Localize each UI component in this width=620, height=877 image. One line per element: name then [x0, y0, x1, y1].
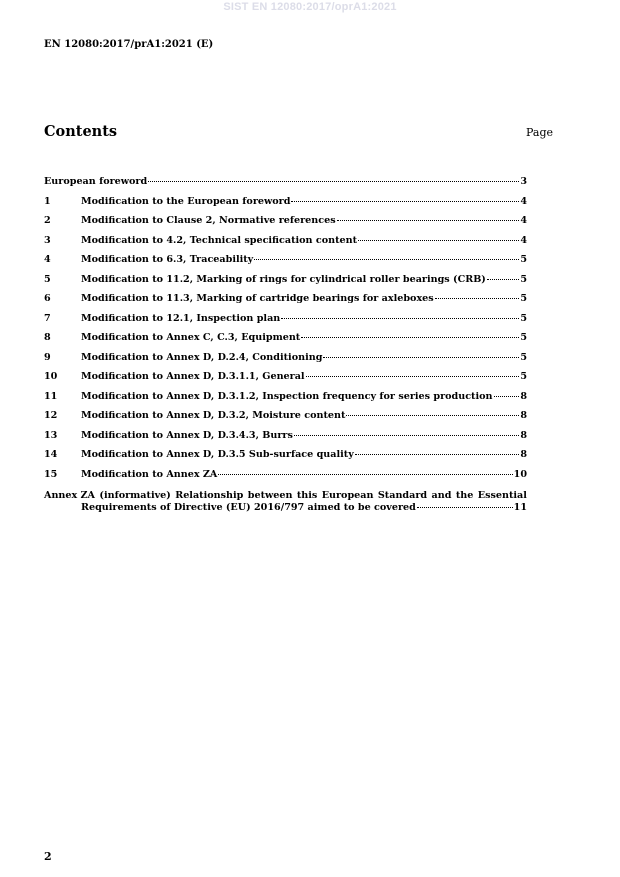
toc-entry[interactable] — [44, 391, 527, 411]
toc-entry-number: 11 — [44, 390, 58, 402]
toc-entry-title: Modification to Annex D, D.3.4.3, Burrs — [81, 429, 293, 441]
annex-entry-line-1 — [44, 490, 527, 502]
toc-entry-page: 5 — [520, 351, 527, 363]
dot-leader — [148, 180, 519, 182]
toc-entry-page: 4 — [520, 195, 527, 207]
toc-entry-number: 12 — [44, 410, 58, 421]
toc-entry[interactable] — [44, 313, 527, 333]
annex-entry-page: 11 — [513, 502, 527, 513]
watermark: SIST EN 12080:2017/oprA1:2021 — [223, 1, 397, 13]
toc-entry-page: 8 — [520, 429, 527, 441]
toc-entry-page: 5 — [520, 273, 527, 285]
toc-entry[interactable] — [44, 235, 527, 255]
toc-entry[interactable] — [44, 430, 527, 450]
toc-entry-number: 5 — [44, 273, 51, 285]
toc-entry-number: 2 — [44, 215, 51, 226]
toc-annex-entry[interactable] — [44, 490, 527, 514]
toc-entry-title: European foreword — [44, 176, 148, 187]
toc-entry[interactable] — [44, 274, 527, 294]
toc-entry-page: 10 — [513, 468, 527, 480]
dot-leader — [301, 336, 519, 338]
toc-entry-number: 4 — [44, 254, 51, 265]
toc-entry-number: 13 — [44, 429, 58, 441]
toc-entry[interactable] — [44, 254, 527, 274]
toc-entry-page: 8 — [520, 390, 527, 402]
annex-entry-word: and — [431, 490, 452, 501]
page-column-label: Page — [526, 126, 554, 139]
toc-entry-page: 5 — [520, 293, 527, 304]
annex-entry-word: Standard — [377, 490, 428, 501]
toc-entry[interactable] — [44, 215, 527, 235]
toc-entry-page: 3 — [520, 176, 527, 187]
toc-entry-title: Modification to Annex D, D.3.5 Sub-surface quality — [81, 449, 354, 460]
toc-entry-title: Modification to Annex D, D.3.2, Moisture content — [81, 410, 346, 421]
toc-entry-page: 5 — [520, 332, 527, 343]
annex-entry-word: the — [455, 490, 474, 501]
toc-entry[interactable] — [44, 293, 527, 313]
toc-entry-number: 14 — [44, 449, 58, 460]
document-id: EN 12080:2017/prA1:2021 (E) — [44, 39, 214, 50]
annex-entry-word: Relationship — [175, 490, 244, 501]
toc-entry[interactable] — [44, 410, 527, 430]
toc-entry[interactable] — [44, 176, 527, 196]
annex-entry-title-continued: Requirements of Directive (EU) 2016/797 aimed to be covered — [81, 502, 416, 513]
dot-leader — [291, 200, 519, 202]
dot-leader — [494, 395, 520, 397]
toc-entry[interactable] — [44, 469, 527, 489]
toc-entry[interactable] — [44, 449, 527, 469]
dot-leader — [417, 506, 513, 508]
toc-entry-number: 9 — [44, 351, 51, 363]
toc-entry-title: Modification to Annex ZA — [81, 468, 218, 480]
toc-entry-number: 6 — [44, 293, 51, 304]
dot-leader — [281, 317, 519, 319]
toc-entry-page: 4 — [520, 215, 527, 226]
dot-leader — [487, 278, 519, 280]
toc-entry-title: Modification to the European foreword — [81, 195, 291, 207]
toc-entry[interactable] — [44, 371, 527, 391]
toc-entry-page: 8 — [520, 410, 527, 421]
dot-leader — [355, 453, 520, 455]
toc-entry-title: Modification to 6.3, Traceability — [81, 254, 254, 265]
toc-entry-title: Modification to 12.1, Inspection plan — [81, 312, 281, 324]
toc-entry-page: 8 — [520, 449, 527, 460]
dot-leader — [294, 434, 519, 436]
toc-entry-page: 5 — [520, 312, 527, 324]
dot-leader — [218, 473, 512, 475]
dot-leader — [306, 375, 520, 377]
toc-entry-title: Modification to 11.3, Marking of cartridge bearings for axleboxes — [81, 293, 434, 304]
annex-entry-word: this — [296, 490, 318, 501]
toc-entry-title: Modification to Annex C, C.3, Equipment — [81, 332, 301, 343]
annex-entry-line-2 — [44, 502, 527, 514]
toc-entry-number: 8 — [44, 332, 51, 343]
dot-leader — [254, 258, 519, 260]
table-of-contents — [44, 176, 527, 488]
annex-entry-word: European — [321, 490, 374, 501]
toc-entry-number: 7 — [44, 312, 51, 324]
dot-leader — [358, 239, 519, 241]
toc-entry-page: 4 — [520, 234, 527, 246]
annex-entry-word: Essential — [477, 490, 527, 501]
toc-entry-title: Modification to Annex D, D.3.1.1, General — [81, 371, 305, 382]
toc-entry-page: 5 — [520, 371, 527, 382]
dot-leader — [435, 297, 520, 299]
toc-entry-number: 3 — [44, 234, 51, 246]
toc-entry-title: Modification to 11.2, Marking of rings for cylindrical roller bearings (CRB) — [81, 273, 486, 285]
toc-entry-number: 10 — [44, 371, 58, 382]
toc-entry-page: 5 — [520, 254, 527, 265]
contents-heading: Contents — [44, 123, 118, 140]
page-number: 2 — [44, 850, 52, 863]
toc-entry[interactable] — [44, 332, 527, 352]
toc-entry-title: Modification to 4.2, Technical specification content — [81, 234, 358, 246]
toc-entry[interactable] — [44, 196, 527, 216]
toc-entry-title: Modification to Annex D, D.2.4, Conditioning — [81, 351, 323, 363]
annex-entry-word: (informative) — [99, 490, 171, 501]
toc-entry-number: 1 — [44, 195, 51, 207]
dot-leader — [346, 414, 519, 416]
toc-entry-number: 15 — [44, 468, 58, 480]
toc-entry-title: Modification to Clause 2, Normative references — [81, 215, 336, 226]
dot-leader — [337, 219, 520, 221]
annex-entry-word: between — [247, 490, 293, 501]
toc-entry-title: Modification to Annex D, D.3.1.2, Inspection frequency for series production — [81, 390, 493, 402]
toc-entry[interactable] — [44, 352, 527, 372]
annex-entry-word: Annex ZA — [44, 490, 96, 501]
dot-leader — [323, 356, 519, 358]
